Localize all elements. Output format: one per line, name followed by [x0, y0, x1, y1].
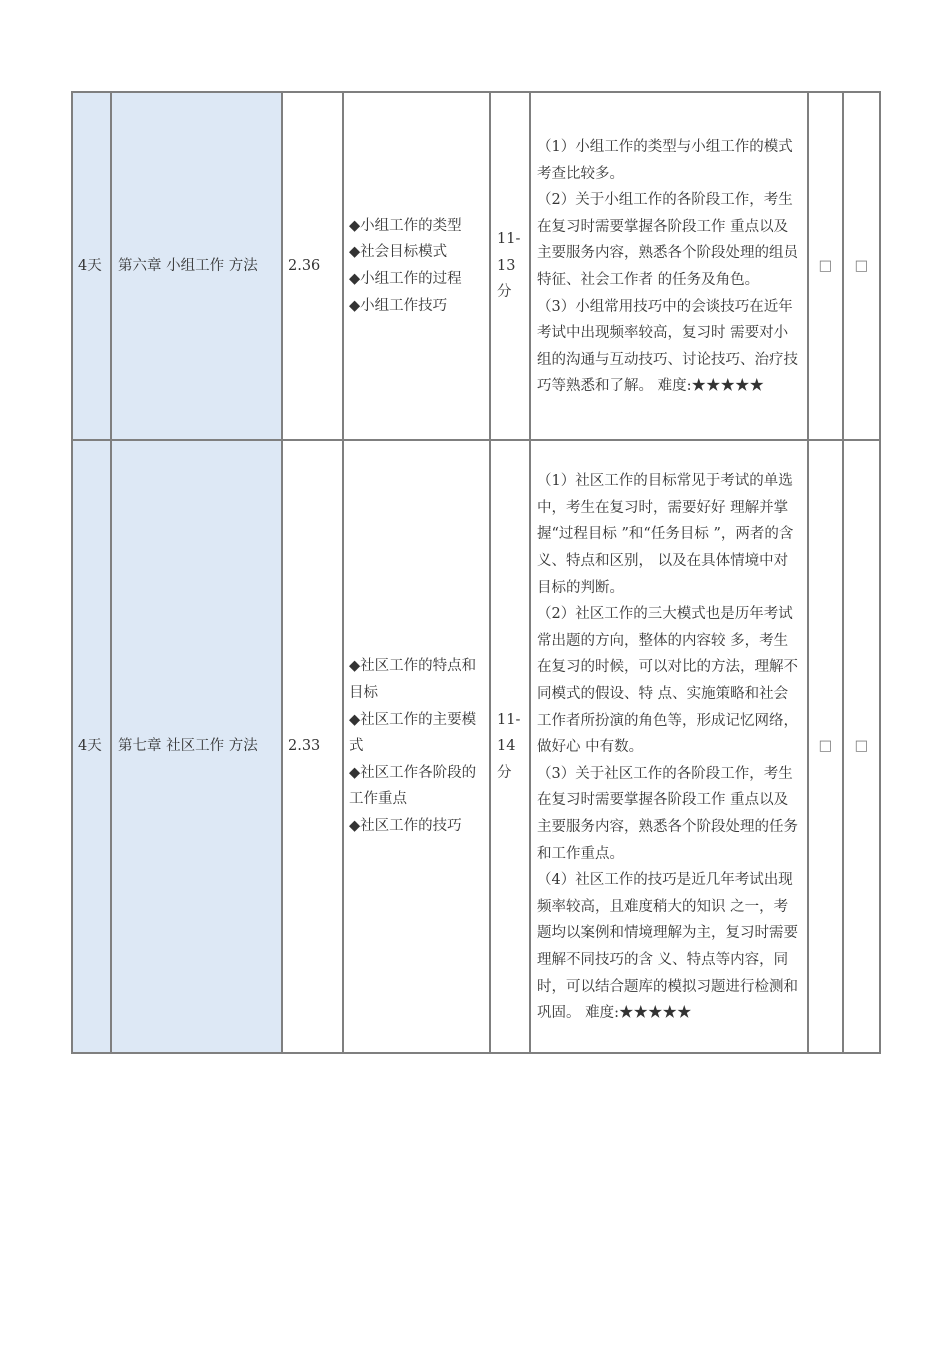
checkbox-icon[interactable]: □	[818, 738, 833, 755]
key-point: ◆小组工作的类型	[349, 217, 462, 234]
table-row	[72, 440, 880, 1053]
note-paragraph: （2）关于小组工作的各阶段工作，考生在复习时需要掌握各阶段工作 重点以及主要服务内容，熟悉各个阶段处理的组员特征、社会工作者 的任务及角色。	[537, 192, 798, 288]
checkbox-cell[interactable]	[843, 440, 880, 1053]
checkbox-icon[interactable]: □	[854, 257, 869, 274]
key-point: ◆社会目标模式	[349, 244, 448, 261]
key-point: ◆社区工作的技巧	[349, 817, 462, 834]
key-point: ◆社区工作各阶段的工作重点	[349, 764, 477, 808]
study-plan-table	[71, 91, 881, 1054]
score-cell: 2.36	[282, 92, 343, 440]
key-point: ◆社区工作的主要模式	[349, 711, 477, 755]
key-points-cell	[343, 92, 490, 440]
score-range-cell: 11-14分	[490, 440, 530, 1053]
checkbox-cell[interactable]	[843, 92, 880, 440]
key-point: ◆小组工作的过程	[349, 271, 462, 287]
checkbox-cell[interactable]	[808, 92, 843, 440]
chapter-cell: 第六章 小组工作 方法	[111, 92, 282, 440]
days-cell: 4天	[72, 92, 111, 440]
key-point: ◆小组工作技巧	[349, 297, 448, 314]
checkbox-icon[interactable]: □	[818, 257, 833, 274]
note-paragraph: （2）社区工作的三大模式也是历年考试常出题的方向，整体的内容较 多，考生在复习的时候，可以对比的方法，理解不同模式的假设、特 点、实施策略和社会工作者所扮演的角色等，形成记忆网络，做好心 中有数。	[537, 606, 798, 756]
days-cell: 4天	[72, 440, 111, 1053]
chapter-cell: 第七章 社区工作 方法	[111, 440, 282, 1053]
notes-cell	[530, 92, 808, 440]
note-paragraph: （3）小组常用技巧中的会谈技巧在近年考试中出现频率较高，复习时 需要对小组的沟通与互动技巧、讨论技巧、治疗技巧等熟悉和了解。 难度:★★★★★	[537, 298, 798, 395]
notes-cell	[530, 440, 808, 1053]
score-cell: 2.33	[282, 440, 343, 1053]
note-paragraph: （1）社区工作的目标常见于考试的单选中，考生在复习时，需要好好 理解并掌握“过程目标 ”和“任务目标 ”，两者的含义、特点和区别， 以及在具体情境中对目标的判断。	[537, 473, 794, 596]
table-row	[72, 92, 880, 440]
checkbox-cell[interactable]	[808, 440, 843, 1053]
score-range-cell: 11-13分	[490, 92, 530, 440]
note-paragraph: （4）社区工作的技巧是近几年考试出现频率较高，且难度稍大的知识 之一，考题均以案例和情境理解为主，复习时需要理解不同技巧的含 义、特点等内容，同时，可以结合题库的模拟习题进行检测和巩固。 难度:★★★★★	[537, 872, 798, 1022]
checkbox-icon[interactable]: □	[854, 738, 869, 755]
key-point: ◆社区工作的特点和目标	[349, 658, 477, 702]
key-points-cell	[343, 440, 490, 1053]
note-paragraph: （3）关于社区工作的各阶段工作，考生在复习时需要掌握各阶段工作 重点以及主要服务内容，熟悉各个阶段处理的任务和工作重点。	[537, 765, 798, 862]
note-paragraph: （1）小组工作的类型与小组工作的模式考查比较多。	[537, 139, 793, 182]
